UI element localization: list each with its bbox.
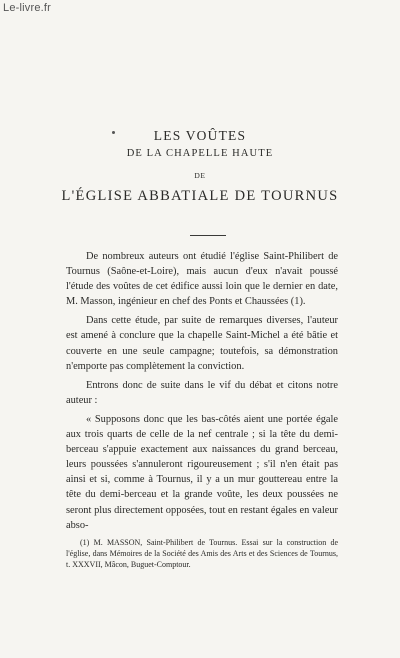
title-line-4: L'ÉGLISE ABBATIALE DE TOURNUS [61, 188, 339, 204]
title-line-1: LES VOÛTES [153, 128, 247, 143]
watermark: Le-livre.fr [3, 2, 52, 14]
footnote-text: (1) M. MASSON, Saint-Philibert de Tournus. Essai sur la construction de l'église, dans Mémoires de la Société des Amis des Arts et des Sciences de Tournus, t. XXXVII, Mâcon, Buguet-Comptour. [66, 538, 338, 569]
body-text [66, 249, 338, 533]
paragraph-4: « Supposons donc que les bas-côtés aient une portée égale aux trois quarts de celle de la nef centrale ; si la tête du demi-berceau s'appuie exactement aux naissances du grand berceau, leurs poussées s'annuleront rigoureusement ; s'il n'en était pas ainsi et si, comme à Tournus, il y a un mur gouttereau entre la tête du demi-berceau et la grande voûte, les deux poussées ne seront plus directement opposées, tout en restant égales en valeur abso- [66, 413, 338, 531]
title-line-2: DE LA CHAPELLE HAUTE [126, 148, 274, 159]
paragraph-3: Entrons donc de suite dans le vif du débat et citons notre auteur : [66, 379, 338, 406]
title-line-3: DE [194, 171, 206, 180]
paragraph-2: Dans cette étude, par suite de remarques diverses, l'auteur est amené à conclure que la chapelle Saint-Michel a été bâtie et couverte en une seule campagne; toutefois, sa démonstration n'emporte pas complètement la conviction. [66, 315, 338, 372]
footnote [66, 537, 338, 570]
divider-rule [190, 235, 226, 236]
paragraph-1: De nombreux auteurs ont étudié l'église Saint-Philibert de Tournus (Saône-et-Loire), mais aucun d'eux n'avait poussé l'étude des voûtes de cet édifice aussi loin que le dernier en date, M. Masson, ingénieur en chef des Ponts et Chaussées (1). [66, 251, 338, 308]
